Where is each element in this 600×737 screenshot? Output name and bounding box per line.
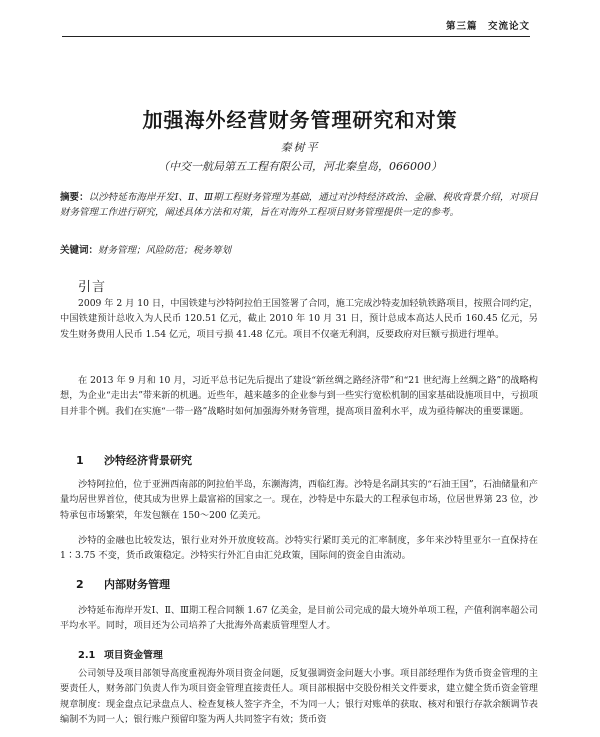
article-author: 秦树平 (280, 141, 320, 154)
keywords-label: 关键词： (60, 245, 99, 256)
section-1-number: 1 (76, 454, 84, 467)
section-1-paragraph-1: 沙特阿拉伯，位于亚洲西南部的阿拉伯半岛，东濒海湾，西临红海。沙特是名副其实的“石油王国”，石油储量和产量均居世界首位，使其成为世界上最富裕的国家之一。现在，沙特是中东最大的工程承包市场，位居世界第 23 位，沙特承包市场繁荣，年发包额在 150～200 亿美元。 (60, 479, 538, 521)
abstract-label: 摘要： (60, 192, 89, 203)
section-1-title: 沙特经济背景研究 (104, 454, 192, 467)
subsection-2-1-title: 项目资金管理 (104, 650, 163, 661)
article-affiliation: （中交一航局第五工程有限公司，河北秦皇岛，066000） (158, 160, 442, 173)
section-1-paragraph-2: 沙特的金融也比较发达，银行业对外开放度较高。沙特实行紧盯美元的汇率制度，多年来沙特里亚尔一直保持在 1∶3.75 不变，货币政策稳定。沙特实行外汇自由汇兑政策，国际间的资金自由流动。 (60, 535, 538, 562)
intro-heading: 引言 (78, 280, 107, 295)
abstract-text: 以沙特延布海岸开发Ⅰ、Ⅱ、Ⅲ期工程财务管理为基础，通过对沙特经济政治、金融、税收背景介绍，对项目财务管理工作进行研究，阐述具体方法和对策，旨在对海外工程项目财务管理提供一定的参考。 (60, 192, 538, 218)
abstract (60, 190, 538, 220)
keywords-text: 财务管理；风险防范；税务筹划 (98, 245, 232, 256)
article-title: 加强海外经营财务管理研究和对策 (142, 108, 458, 132)
running-header: 第三篇 交流论文 (445, 21, 530, 32)
header-rule (62, 36, 530, 37)
subsection-2-1-paragraph: 公司领导及项目部领导高度重视海外项目资金问题，反复强调资金问题大小事。项目部经理作为货币资金管理的主要责任人，财务部门负责人作为项目资金管理直接责任人。项目部根据中交股份相关文件要求，建立健全货币资金管理规章制度：现金盘点记录盘点人、检查复核人签字齐全，不为同一人；银行对账单的获取、核对和银行存款余额调节表编制不为同一人；银行账户预留印鉴为两人共同签字有效；货币资 (60, 668, 538, 725)
section-2-title: 内部财务管理 (104, 578, 170, 591)
keywords (60, 242, 538, 256)
subsection-2-1-number: 2.1 (78, 650, 96, 661)
section-1-heading (76, 452, 192, 468)
section-2-paragraph-1: 沙特延布海岸开发Ⅰ、Ⅱ、Ⅲ期工程合同额 1.67 亿美金，是目前公司完成的最大境外单项工程，产值利润率超公司平均水平。同时，项目还为公司培养了大批海外高素质管理型人才。 (60, 605, 538, 632)
section-2-number: 2 (76, 578, 84, 591)
section-2-heading (76, 576, 170, 592)
intro-paragraph-2: 在 2013 年 9 月和 10 月，习近平总书记先后提出了建设“新丝绸之路经济带”和“21 世纪海上丝绸之路”的战略构想，为企业“走出去”带来新的机遇。近些年，越来越多的企业参与到一些实行宽松机制的国家基础设施项目中，亏损项目并非个例。我们在实施“一带一路”战略时如何加强海外财务管理，提高项目盈利水平，成为亟待解决的重要课题。 (60, 375, 538, 417)
subsection-2-1-heading (78, 647, 163, 661)
intro-paragraph-1: 2009 年 2 月 10 日，中国铁建与沙特阿拉伯王国签署了合同，施工完成沙特麦加轻轨铁路项目，按照合同约定，中国铁建预计总收入为人民币 120.51 亿元，截止 2010 年 10 月 31 日，预计总成本高达人民币 160.45 亿元，另发生财务费用人民币 1.54 亿元，项目亏损 41.48 亿元。项目不仅毫无利润，反要政府对巨额亏损进行埋单。 (60, 298, 538, 340)
